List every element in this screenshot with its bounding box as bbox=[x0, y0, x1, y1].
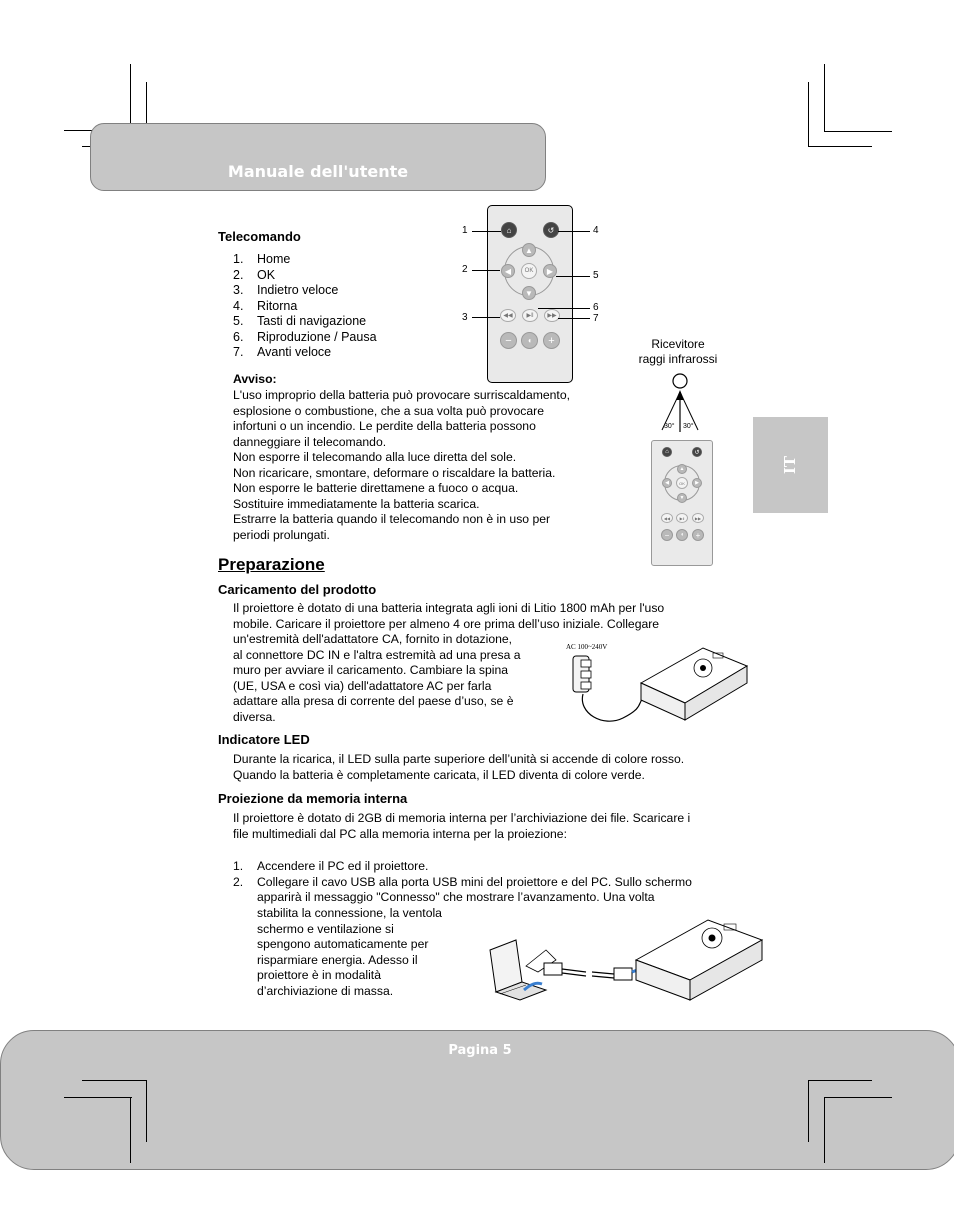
nav-left-icon: ◀ bbox=[501, 264, 515, 278]
list-item: 1. Accendere il PC ed il proiettore. bbox=[233, 859, 429, 873]
nav-up-icon: ▲ bbox=[522, 243, 536, 257]
charging-illustration bbox=[563, 638, 748, 730]
list-item: 7. Avanti veloce bbox=[233, 345, 332, 359]
callout-line-2 bbox=[472, 270, 500, 271]
receiver-diagram bbox=[650, 370, 720, 440]
list-item: 6. Riproduzione / Pausa bbox=[233, 329, 377, 344]
projector-icon bbox=[641, 648, 747, 720]
step2-wrap-text: stabilita la connessione, la ventola schermo e ventilazione si spengono automaticamente per risparmiare energia. Adesso il proiettore è in modalità d’archiviazione di massa. bbox=[257, 906, 442, 998]
warning-title: Avviso: bbox=[233, 372, 277, 386]
callout-line-6 bbox=[538, 308, 590, 309]
volume-plus-button-icon: + bbox=[692, 529, 704, 541]
list-item: 3. Indietro veloce bbox=[233, 283, 339, 297]
angle-right-label: 30° bbox=[683, 423, 694, 430]
internal-memory-heading: Proiezione da memoria interna bbox=[218, 791, 408, 806]
remote-function-list bbox=[233, 252, 377, 361]
play-pause-button-icon: ▶ǁ bbox=[522, 309, 538, 322]
mute-button-icon: ◖ bbox=[676, 529, 688, 541]
callout-line-4 bbox=[558, 231, 590, 232]
return-button-icon: ↺ bbox=[543, 222, 559, 238]
crop-mark-bl-h bbox=[82, 1080, 146, 1081]
header-title: Manuale dell'utente bbox=[227, 162, 409, 181]
callout-4: 4 bbox=[593, 225, 599, 236]
usb-connection-illustration bbox=[486, 910, 766, 1004]
nav-up-icon: ▲ bbox=[677, 464, 687, 474]
usb-cable-icon bbox=[544, 963, 648, 980]
volume-minus-button-icon: − bbox=[661, 529, 673, 541]
internal-memory-steps bbox=[233, 859, 753, 906]
crop-mark-br-v bbox=[808, 1080, 809, 1142]
rewind-button-icon: ◀◀ bbox=[500, 309, 516, 322]
forward-button-icon: ▶▶ bbox=[692, 513, 704, 523]
list-item: 2. Collegare il cavo USB alla porta USB mini del proiettore e del PC. Sullo schermo bbox=[233, 874, 692, 889]
list-item-continuation: apparirà il messaggio "Connesso" che mostrare l’avanzamento. Una volta bbox=[257, 890, 655, 904]
return-button-icon: ↺ bbox=[692, 447, 702, 457]
preparation-heading: Preparazione bbox=[218, 555, 325, 574]
crop-mark-br-h bbox=[808, 1080, 872, 1081]
nav-down-icon: ▼ bbox=[677, 493, 687, 503]
crop-mark-tr-v bbox=[824, 64, 825, 132]
crop-mark-tr-v2 bbox=[808, 82, 809, 146]
callout-line-7 bbox=[558, 318, 590, 319]
led-text: Durante la ricarica, il LED sulla parte superiore dell’unità si accende di colore rosso. Quando la batteria è completamente caricata, il LED diventa di colore verde. bbox=[233, 752, 685, 782]
volume-plus-button-icon: + bbox=[543, 332, 560, 349]
nav-right-icon: ▶ bbox=[692, 478, 702, 488]
internal-memory-text: Il proiettore è dotato di 2GB di memoria interna per l’archiviazione dei file. Scaricare i file multimediali dal PC alla memoria interna per la proiezione: bbox=[233, 811, 691, 841]
callout-6: 6 bbox=[593, 302, 599, 313]
angle-left-label: 30° bbox=[664, 423, 675, 430]
nav-down-icon: ▼ bbox=[522, 286, 536, 300]
header-tab bbox=[90, 123, 546, 191]
list-item: 4. Ritorna bbox=[233, 298, 298, 313]
footer-bar bbox=[0, 1030, 954, 1170]
list-item: 1. Home bbox=[233, 252, 291, 266]
ok-button-icon: OK bbox=[676, 477, 688, 489]
crop-mark-bl-h2 bbox=[64, 1097, 132, 1098]
home-button-icon: ⌂ bbox=[501, 222, 517, 238]
nav-right-icon: ▶ bbox=[543, 264, 557, 278]
callout-line-5 bbox=[556, 276, 590, 277]
callout-1: 1 bbox=[462, 225, 468, 236]
volume-minus-button-icon: − bbox=[500, 332, 517, 349]
warning-text: L'uso improprio della batteria può provocare surriscaldamento, esplosione o combustione, che a sua volta può provocare infortuni o un incendio. Le perdite della batteria possono danneggiare il telecomando. Non esporre il telecomando alla luce diretta del sole. Non ricaricare, smontare, deformare o riscaldare la batteria. Non esporre le batterie direttamene a fuoco o acqua. Sostituire immediatamente la batteria scarica. Estrarre la batteria quando il telecomando non è in uso per periodi prolungati. bbox=[233, 388, 570, 542]
crop-mark-bl-v bbox=[146, 1080, 147, 1142]
language-label: IT bbox=[781, 455, 800, 475]
led-heading: Indicatore LED bbox=[218, 732, 310, 747]
nav-left-icon: ◀ bbox=[662, 478, 672, 488]
crop-mark-tr-h bbox=[824, 131, 892, 132]
charging-heading: Caricamento del prodotto bbox=[218, 582, 377, 597]
charging-text-wrap: un'estremità dell'adattatore CA, fornito in dotazione, al connettore DC IN e l'altra estremità ad una presa a muro per avviare il caricamento. Cambiare la spina (UE, USA e così via) dell'adattatore AC per farla adattare alla presa di corrente del paese d’uso, se è diversa. bbox=[233, 632, 521, 724]
play-pause-button-icon: ▶ǁ bbox=[676, 513, 688, 523]
rewind-button-icon: ◀◀ bbox=[661, 513, 673, 523]
mute-button-icon: ◖ bbox=[521, 332, 538, 349]
crop-mark-br-v2 bbox=[824, 1097, 825, 1163]
forward-button-icon: ▶▶ bbox=[544, 309, 560, 322]
crop-mark-tr-h2 bbox=[808, 146, 872, 147]
crop-mark-br-h2 bbox=[824, 1097, 892, 1098]
remote-heading: Telecomando bbox=[218, 229, 301, 244]
callout-2: 2 bbox=[462, 264, 468, 275]
page-number: Pagina 5 bbox=[448, 1043, 512, 1058]
list-item: 2. OK bbox=[233, 267, 276, 282]
projector-icon bbox=[636, 920, 762, 1000]
callout-line-3 bbox=[472, 317, 500, 318]
list-item: 5. Tasti di navigazione bbox=[233, 314, 367, 328]
callout-line-1 bbox=[472, 231, 501, 232]
callout-3: 3 bbox=[462, 312, 468, 323]
ir-receiver-icon bbox=[673, 374, 687, 388]
language-tab bbox=[753, 417, 828, 513]
adapter-voltage-label: AC 100~240V bbox=[566, 643, 608, 651]
ok-button-icon: OK bbox=[521, 263, 537, 279]
callout-7: 7 bbox=[593, 313, 599, 324]
charging-text-full: Il proiettore è dotato di una batteria integrata agli ioni di Litio 1800 mAh per l'uso mobile. Caricare il proiettore per almeno 4 ore prima dell’uso iniziale. Collegare bbox=[233, 601, 665, 631]
crop-mark-bl-v2 bbox=[130, 1097, 131, 1163]
home-button-icon: ⌂ bbox=[662, 447, 672, 457]
remote-small-diagram bbox=[651, 440, 713, 566]
receiver-label: Ricevitore raggi infrarossi bbox=[638, 337, 718, 366]
callout-5: 5 bbox=[593, 270, 599, 281]
